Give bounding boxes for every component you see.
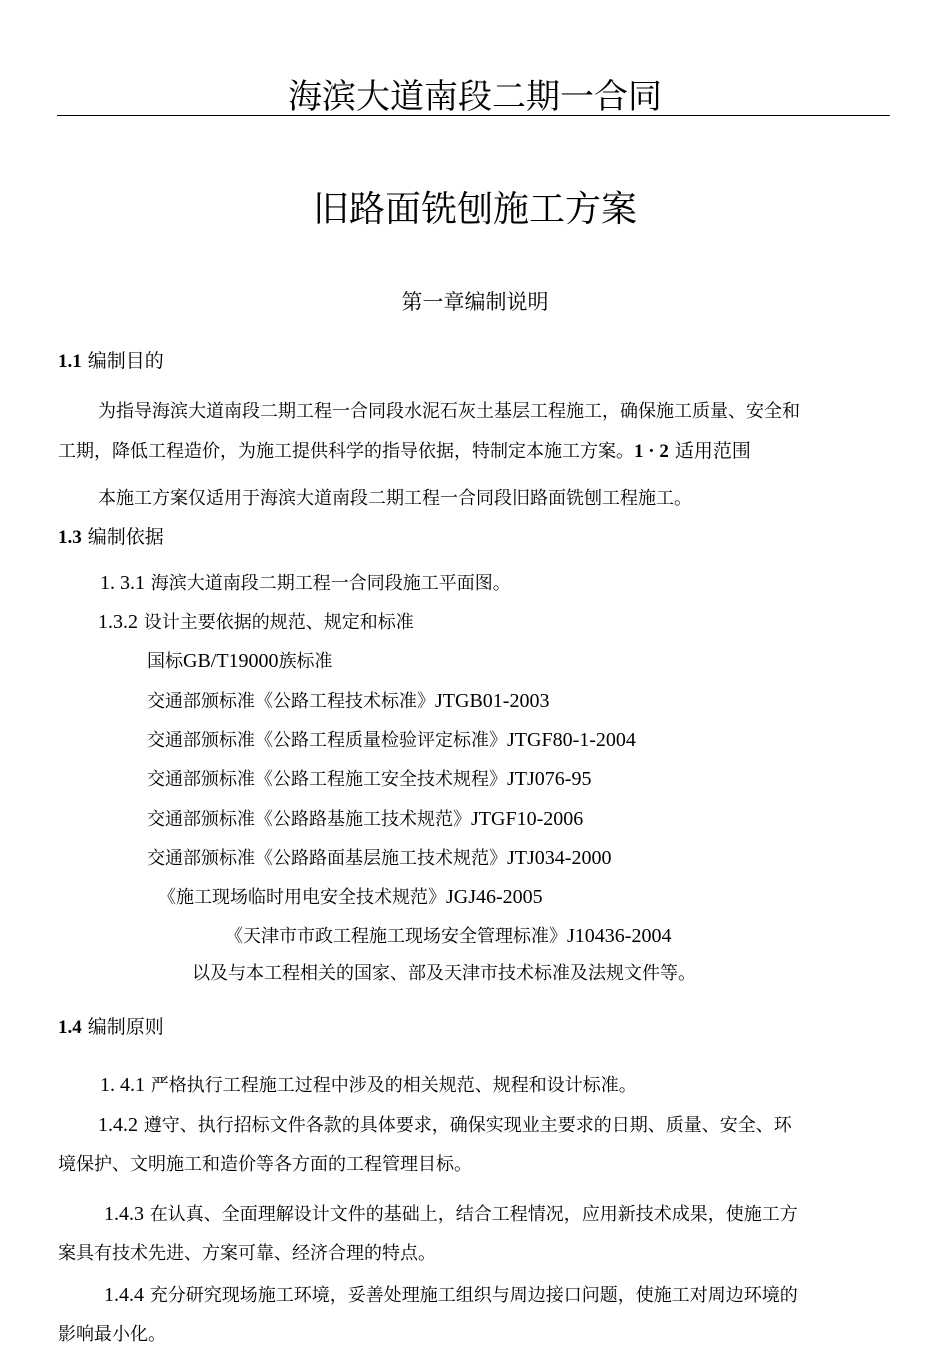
list-item	[98, 1112, 792, 1139]
standard-code: GB/T19000	[183, 650, 279, 672]
item-number: 1.4.3	[104, 1203, 144, 1225]
standard-item	[147, 648, 333, 675]
item-text: 设计主要依据的规范、规定和标准	[143, 612, 414, 633]
section-title: 编制原则	[87, 1016, 164, 1038]
title-underline	[57, 115, 890, 116]
standard-text: 交通部颁标准《公路路面基层施工技术规范》	[147, 848, 507, 869]
item-number: 1.3.2	[98, 611, 138, 633]
paragraph-line: 为指导海滨大道南段二期工程一合同段水泥石灰土基层工程施工，确保施工质量、安全和	[98, 401, 800, 422]
section-title: 编制目的	[87, 350, 164, 372]
list-item	[100, 1072, 637, 1099]
item-text: 严格执行工程施工过程中涉及的相关规范、规程和设计标准。	[150, 1075, 637, 1096]
standard-item	[147, 766, 591, 793]
list-item	[104, 1282, 798, 1309]
item-number: 1.4.4	[104, 1284, 144, 1306]
project-title: 海滨大道南段二期一合同	[288, 77, 662, 117]
section-number: 1.3	[58, 527, 82, 548]
item-text: 遵守、执行招标文件各款的具体要求，确保实现业主要求的日期、质量、安全、环	[143, 1115, 792, 1136]
standard-item	[147, 806, 583, 833]
standard-text: 族标准	[278, 651, 333, 672]
standard-text: 交通部颁标准《公路工程施工安全技术规程》	[147, 769, 507, 790]
standard-text: 《天津市市政工程施工现场安全管理标准》	[225, 926, 567, 947]
section-number: 1 · 2	[634, 441, 669, 462]
standard-item	[225, 923, 671, 950]
section-1-1-heading	[58, 347, 164, 376]
standard-code: JTGF10-2006	[471, 808, 584, 830]
standard-item: 以及与本工程相关的国家、部及天津市技术标准及法规文件等。	[192, 963, 696, 984]
paragraph-line: 影响最小化。	[58, 1324, 166, 1345]
standard-code: JGJ46-2005	[446, 886, 543, 908]
standard-item	[147, 845, 611, 872]
item-text: 海滨大道南段二期工程一合同段施工平面图。	[150, 573, 511, 594]
standard-text: 《施工现场临时用电安全技术规范》	[158, 887, 446, 908]
standard-item	[158, 884, 543, 911]
paragraph-line: 境保护、文明施工和造价等各方面的工程管理目标。	[58, 1154, 472, 1175]
list-item	[100, 570, 511, 597]
paragraph-line: 案具有技术先进、方案可靠、经济合理的特点。	[58, 1243, 436, 1264]
standard-code: J10436-2004	[567, 925, 672, 947]
item-number: 1. 3.1	[100, 572, 145, 594]
section-1-2-heading	[634, 440, 751, 462]
standard-text: 交通部颁标准《公路路基施工技术规范》	[147, 809, 471, 830]
section-title: 编制依据	[87, 526, 164, 548]
item-number: 1. 4.1	[100, 1074, 145, 1096]
paragraph-text: 工期，降低工程造价，为施工提供科学的指导依据，特制定本施工方案。	[58, 441, 634, 462]
standard-code: JTJ034-2000	[507, 847, 612, 869]
list-item	[104, 1201, 798, 1228]
section-1-3-heading	[58, 523, 164, 552]
standard-text: 交通部颁标准《公路工程技术标准》	[147, 691, 435, 712]
section-title: 适用范围	[674, 440, 751, 462]
standard-text: 交通部颁标准《公路工程质量检验评定标准》	[147, 730, 507, 751]
standard-text: 国标	[147, 651, 183, 672]
list-item	[98, 609, 414, 636]
paragraph-line: 本施工方案仅适用于海滨大道南段二期工程一合同段旧路面铣刨工程施工。	[98, 488, 692, 509]
standard-item	[147, 727, 636, 754]
section-number: 1.4	[58, 1017, 82, 1038]
section-number: 1.1	[58, 351, 82, 372]
standard-code: JTGB01-2003	[435, 690, 550, 712]
standard-code: JTJ076-95	[507, 768, 592, 790]
standard-item	[147, 688, 549, 715]
section-1-4-heading	[58, 1013, 164, 1042]
item-number: 1.4.2	[98, 1114, 138, 1136]
item-text: 充分研究现场施工环境，妥善处理施工组织与周边接口问题，使施工对周边环境的	[149, 1285, 798, 1306]
standard-code: JTGF80-1-2004	[507, 729, 636, 751]
document-title: 旧路面铣刨施工方案	[312, 189, 637, 230]
paragraph-line	[58, 438, 751, 465]
chapter-title: 第一章编制说明	[401, 290, 549, 314]
item-text: 在认真、全面理解设计文件的基础上，结合工程情况，应用新技术成果，使施工方	[149, 1204, 798, 1225]
